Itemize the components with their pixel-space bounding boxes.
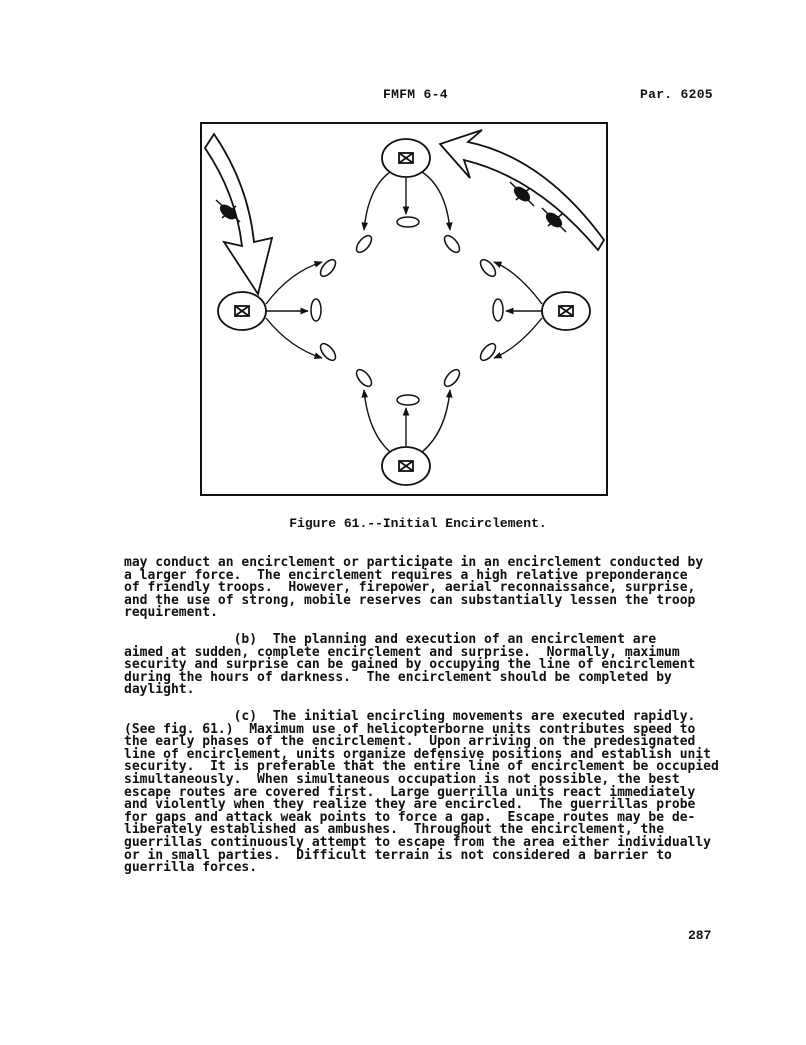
unit-symbol-top bbox=[382, 139, 430, 177]
encirclement-diagram bbox=[200, 122, 608, 496]
page-number: 287 bbox=[688, 928, 712, 943]
left-helicopter-arrow bbox=[205, 134, 272, 294]
manual-header: FMFM 6-4 bbox=[383, 87, 448, 102]
unit-symbol-bottom bbox=[382, 447, 430, 485]
movement-arrows bbox=[266, 172, 542, 452]
encirclement-positions bbox=[311, 217, 503, 405]
unit-symbol-left bbox=[218, 292, 266, 330]
unit-symbol-right bbox=[542, 292, 590, 330]
figure-caption: Figure 61.--Initial Encirclement. bbox=[289, 516, 547, 531]
paragraph-b: (b) The planning and execution of an encirclement are aimed at sudden, complete encirclement and surprise. Normally, maximum security and surprise can be gained by occupying the line of encirclement during the hours of darkness. The encirclement should be completed by daylight. bbox=[124, 632, 696, 698]
paragraph-intro: may conduct an encirclement or participate in an encirclement conducted by a larger force. The encirclement requires a high relative preponderance of friendly troops. However, firepower, aerial reconnaissance, surprise, and the use of strong, mobile reserves can substantially lessen the troop requirement. bbox=[124, 555, 704, 621]
paragraph-header: Par. 6205 bbox=[640, 87, 713, 102]
paragraph-c: (c) The initial encircling movements are executed rapidly. (See fig. 61.) Maximum use of helicopterborne units contributes speed to the early phases of the encirclement. Upon arriving on the predesignated line of encirclement, units organize defensive positions and establish unit security. It is preferable that the entire line of encirclement be occupied simultaneously. When simultaneous occupation is not possible, the best escape routes are covered first. Large guerrilla units react immediately and violently when they realize they are encircled. The guerrillas probe for gaps and attack weak points to force a gap. Escape routes may be de- liberately established as ambushes. Throughout the encirclement, the guerrillas continuously attempt to escape from the area either individually or in small parties. Difficult terrain is not considered a barrier to guerrilla forces. bbox=[124, 709, 719, 876]
